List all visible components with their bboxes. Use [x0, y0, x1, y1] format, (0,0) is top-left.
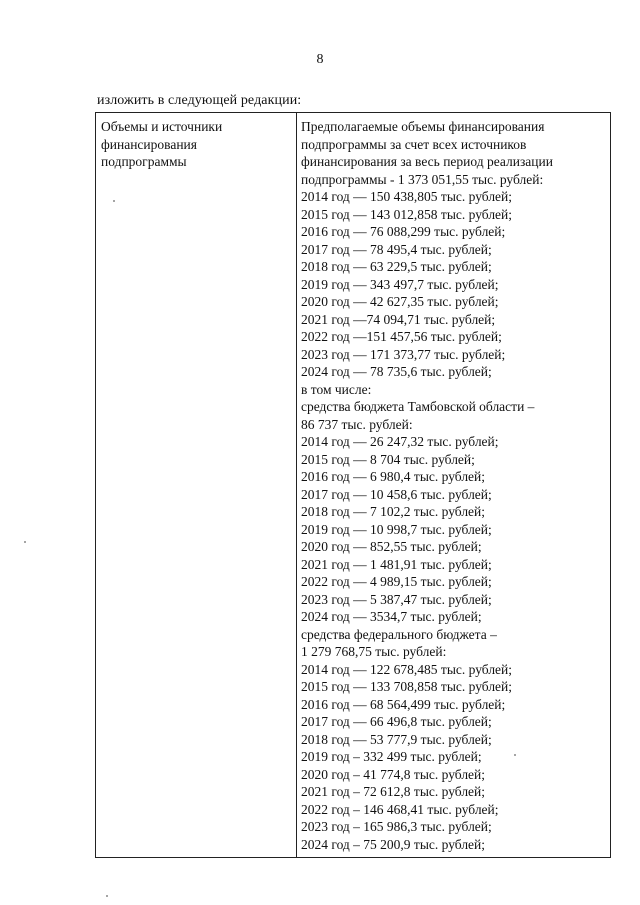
funding-line: 2018 год — 7 102,2 тыс. рублей;: [301, 504, 486, 519]
funding-line: 2021 год – 72 612,8 тыс. рублей;: [301, 784, 486, 799]
funding-line: 86 737 тыс. рублей:: [301, 416, 413, 432]
funding-line: 2021 год —74 094,71 тыс. рублей;: [301, 311, 496, 327]
funding-line: финансирования за весь период реализации: [301, 154, 553, 169]
funding-line: 2022 год – 146 468,41 тыс. рублей;: [301, 801, 499, 817]
funding-line: 2015 год — 133 708,858 тыс. рублей;: [301, 679, 513, 694]
funding-line: 1 279 768,75 тыс. рублей:: [301, 644, 447, 659]
left-heading-line: финансирования: [101, 136, 197, 152]
funding-line: 2023 год — 171 373,77 тыс. рублей;: [301, 346, 506, 362]
funding-line: 2024 год — 3534,7 тыс. рублей;: [301, 609, 482, 624]
funding-line: 2015 год — 8 704 тыс. рублей;: [301, 451, 475, 467]
funding-line: 2023 год – 165 986,3 тыс. рублей;: [301, 819, 492, 834]
funding-line: 2017 год — 66 496,8 тыс. рублей;: [301, 714, 492, 729]
funding-line: 2022 год — 4 989,15 тыс. рублей;: [301, 574, 492, 589]
funding-line: Предполагаемые объемы финансирования: [301, 119, 545, 134]
funding-line: 2014 год — 122 678,485 тыс. рублей;: [301, 661, 513, 677]
scan-speck: [106, 895, 108, 897]
funding-line: в том числе:: [301, 381, 372, 397]
scan-speck: [113, 200, 115, 202]
funding-line: 2017 год — 78 495,4 тыс. рублей;: [301, 241, 492, 257]
scan-speck: [514, 754, 516, 756]
funding-line: 2019 год — 343 497,7 тыс. рублей;: [301, 276, 499, 292]
funding-table: [95, 112, 611, 858]
funding-line: 2018 год — 53 777,9 тыс. рублей;: [301, 731, 492, 747]
funding-line: 2019 год – 332 499 тыс. рублей;: [301, 749, 482, 764]
funding-line: средства бюджета Тамбовской области –: [301, 399, 535, 414]
funding-line: подпрограммы - 1 373 051,55 тыс. рублей:: [301, 171, 544, 187]
funding-line: 2016 год — 6 980,4 тыс. рублей;: [301, 469, 486, 484]
funding-line: 2023 год — 5 387,47 тыс. рублей;: [301, 591, 492, 607]
left-heading-cell: [101, 118, 289, 171]
funding-line: 2020 год – 41 774,8 тыс. рублей;: [301, 766, 486, 782]
funding-line: 2019 год — 10 998,7 тыс. рублей;: [301, 521, 492, 537]
funding-details-cell: [301, 118, 606, 853]
column-divider: [296, 113, 297, 857]
funding-line: 2014 год — 150 438,805 тыс. рублей;: [301, 189, 513, 204]
funding-line: 2020 год — 852,55 тыс. рублей;: [301, 539, 482, 554]
funding-line: 2016 год — 76 088,299 тыс. рублей;: [301, 224, 506, 239]
funding-line: средства федерального бюджета –: [301, 626, 497, 642]
funding-line: 2016 год — 68 564,499 тыс. рублей;: [301, 696, 506, 712]
funding-line: 2020 год — 42 627,35 тыс. рублей;: [301, 294, 499, 309]
funding-line: 2021 год — 1 481,91 тыс. рублей;: [301, 556, 492, 572]
funding-line: 2014 год — 26 247,32 тыс. рублей;: [301, 434, 499, 449]
funding-line: 2024 год — 78 735,6 тыс. рублей;: [301, 364, 492, 379]
left-heading-line: подпрограммы: [101, 154, 187, 169]
funding-line: 2024 год – 75 200,9 тыс. рублей;: [301, 836, 486, 852]
funding-line: 2015 год — 143 012,858 тыс. рублей;: [301, 206, 513, 222]
page-number: 8: [316, 52, 324, 67]
left-heading-line: Объемы и источники: [101, 119, 223, 134]
scan-speck: [24, 541, 26, 543]
intro-text: изложить в следующей редакции:: [97, 93, 302, 108]
funding-line: 2017 год — 10 458,6 тыс. рублей;: [301, 486, 492, 502]
funding-line: 2022 год —151 457,56 тыс. рублей;: [301, 329, 502, 344]
funding-line: подпрограммы за счет всех источников: [301, 136, 527, 152]
funding-line: 2018 год — 63 229,5 тыс. рублей;: [301, 259, 492, 274]
